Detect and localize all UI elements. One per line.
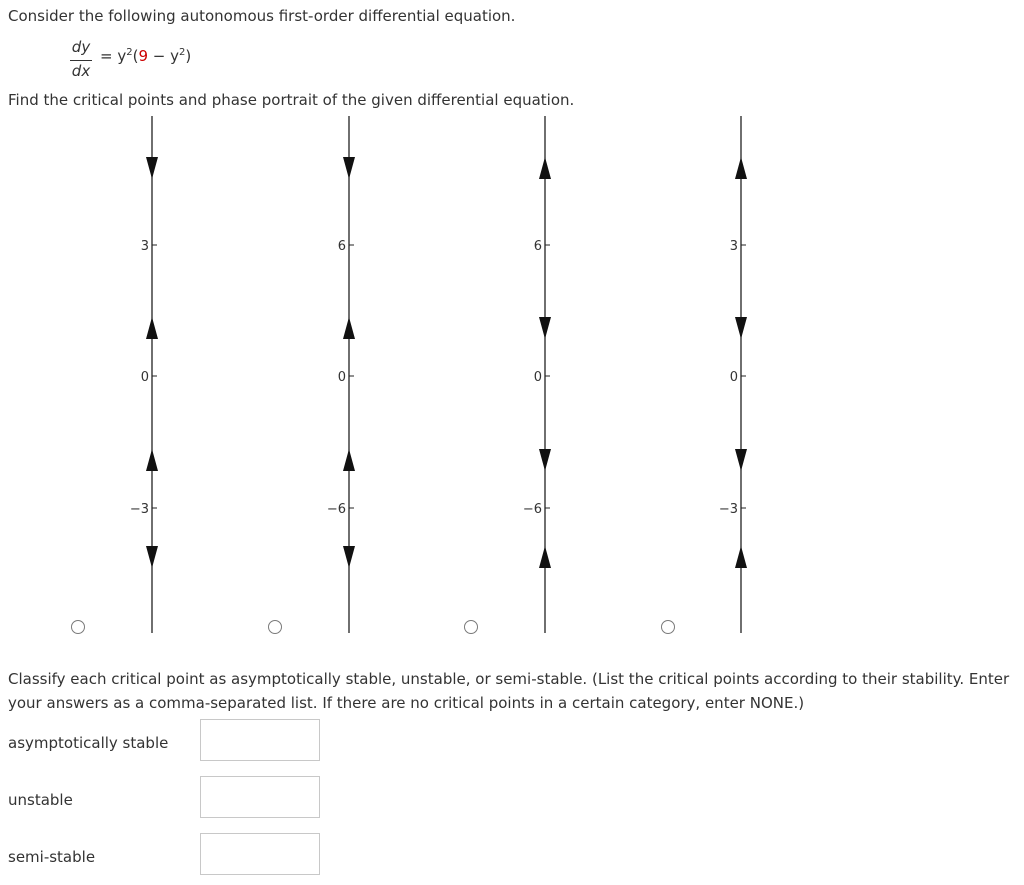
equation-numerator: dy bbox=[71, 38, 91, 56]
option-2-radio[interactable] bbox=[268, 620, 282, 634]
phase-line-1 bbox=[130, 116, 158, 633]
tick-label: 3 bbox=[729, 239, 738, 254]
arrow-up-icon bbox=[146, 449, 158, 471]
tick-label: 0 bbox=[140, 370, 149, 385]
arrow-down-icon bbox=[539, 449, 551, 471]
semistable-input[interactable] bbox=[200, 833, 320, 875]
tick-label: 6 bbox=[337, 239, 346, 254]
tick-label: 6 bbox=[533, 239, 542, 254]
arrow-up-icon bbox=[539, 546, 551, 568]
arrow-down-icon bbox=[146, 157, 158, 179]
arrow-down-icon bbox=[343, 546, 355, 568]
tick-label: 3 bbox=[140, 239, 149, 254]
equation-denominator: dx bbox=[71, 62, 91, 80]
tick-label: 0 bbox=[729, 370, 738, 385]
arrow-up-icon bbox=[146, 317, 158, 339]
unstable-label: unstable bbox=[8, 791, 73, 809]
unstable-input[interactable] bbox=[200, 776, 320, 818]
phase-line-3 bbox=[523, 116, 551, 633]
option-4-radio[interactable] bbox=[661, 620, 675, 634]
tick-label: −3 bbox=[718, 502, 738, 517]
tick-label: 0 bbox=[533, 370, 542, 385]
tick-label: 0 bbox=[337, 370, 346, 385]
phase-line-2 bbox=[327, 116, 355, 633]
phase-portrait-figure bbox=[0, 112, 1024, 642]
tick-label: −3 bbox=[129, 502, 149, 517]
arrow-up-icon bbox=[735, 157, 747, 179]
equation-constant: 9 bbox=[138, 47, 148, 65]
tick-label: −6 bbox=[326, 502, 346, 517]
equation-rhs: = $y^2(9 - y^2)$ bbox=[100, 47, 192, 65]
stable-input[interactable] bbox=[200, 719, 320, 761]
arrow-up-icon bbox=[343, 449, 355, 471]
phase-line-4 bbox=[719, 116, 747, 633]
tick-label: −6 bbox=[522, 502, 542, 517]
semistable-label: semi-stable bbox=[8, 848, 96, 866]
phase-portrait-options bbox=[0, 112, 1024, 642]
classify-prompt: Classify each critical point as asymptotically stable, unstable, or semi-stable. (List the critical points according to their stability. Enter your answers as a comma-separated list. If there are no critical points in a certain category, enter NONE.) bbox=[8, 670, 1010, 712]
fraction-bar bbox=[70, 60, 92, 61]
arrow-down-icon bbox=[539, 317, 551, 339]
find-prompt: Find the critical points and phase portrait of the given differential equation. bbox=[8, 91, 575, 109]
intro-text: Consider the following autonomous first-order differential equation. bbox=[8, 7, 516, 25]
arrow-down-icon bbox=[146, 546, 158, 568]
arrow-down-icon bbox=[735, 317, 747, 339]
option-3-radio[interactable] bbox=[464, 620, 478, 634]
option-1-radio[interactable] bbox=[71, 620, 85, 634]
arrow-down-icon bbox=[343, 157, 355, 179]
arrow-up-icon bbox=[343, 317, 355, 339]
differential-equation bbox=[68, 38, 288, 82]
arrow-up-icon bbox=[735, 546, 747, 568]
stable-label: asymptotically stable bbox=[8, 734, 169, 752]
arrow-down-icon bbox=[735, 449, 747, 471]
arrow-up-icon bbox=[539, 157, 551, 179]
